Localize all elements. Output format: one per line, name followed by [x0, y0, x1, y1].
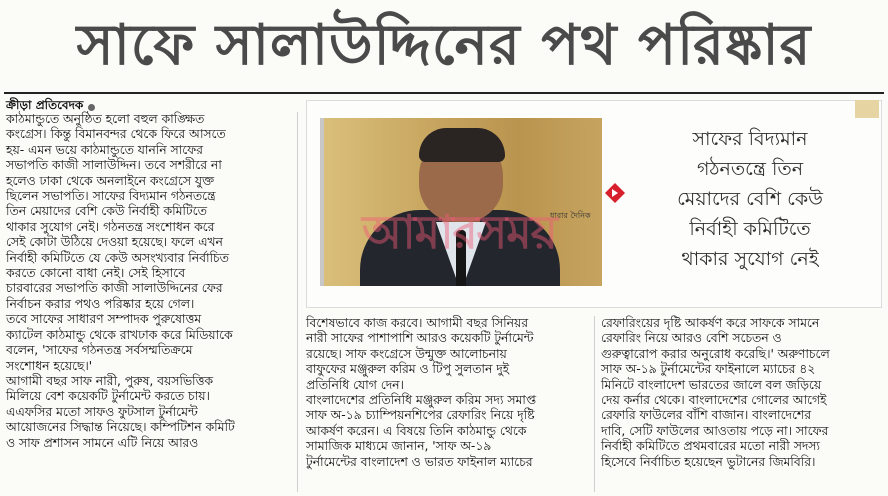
pull-quote-line: থাকার সুযোগ নেই	[681, 248, 819, 270]
text-line: সভাপতি কাজী সালাউদ্দিন। তবে সশরীরে না	[6, 158, 222, 173]
text-line: মিনিটে বাংলাদেশ ভারতের জালে বল জড়িয়ে	[601, 377, 822, 392]
text-line: রেফারিংয়ের দৃষ্টি আকর্ষণ করে সাফকে সামনে	[601, 316, 820, 330]
article-column-2	[306, 316, 588, 470]
text-line: আয়োজনের সিদ্ধান্ত নিয়েছে। কম্পিটিশন কমিটি	[6, 420, 235, 435]
pull-quote-line: সাফের বিদ্যমান	[692, 128, 808, 150]
pull-quote	[630, 124, 870, 274]
photo-credit: ধারার দৈনিক	[550, 211, 591, 220]
text-line: এএফসির মতো সাফও ফুটসাল টুর্নামেন্ট	[6, 404, 198, 419]
text-line: মিলিয়ে বেশ কয়েকটি টুর্নামেন্ট করতে চায়।	[6, 389, 210, 404]
text-line: সেই কোটা উঠিয়ে দেওয়া হয়েছে। ফলে এখন	[6, 235, 223, 250]
text-line: নির্বাহী কমিটিতে প্রথমবারের মতো নারী সদস্য	[601, 439, 820, 454]
text-line: হয়- এমন ভয়ে কাঠমান্ডুতে যাননি সাফের	[6, 142, 203, 157]
diamond-arrow-icon	[604, 182, 626, 204]
text-line: নির্বাচন করার পথও পরিষ্কার হয়ে গেল।	[6, 296, 195, 311]
text-line: তবে সাফের সাধারণ সম্পাদক পুরুষোত্তম	[6, 312, 202, 327]
text-line: সামাজিক মাধ্যমে জানান, 'সাফ অ-১৯	[306, 439, 492, 454]
text-line: বাংলাদেশের প্রতিনিধি মঞ্জুরুল করিম সদ্য সমাপ্ত	[306, 393, 536, 408]
text-line: দাবি, সেটি ফাউলের আওতায় পড়ে না। সাফের	[601, 423, 829, 438]
text-line: সংশোধন হয়েছে।'	[6, 358, 93, 373]
text-line: প্রতিনিধি যোগ দেন।	[306, 377, 404, 392]
text-line: রেফারিং নিয়ে আরও বেশি সচেতন ও	[601, 331, 782, 346]
text-line: ছিলেন সভাপতি। সাফের বিদ্যমান গঠনতন্ত্রে	[6, 189, 216, 204]
text-line: চারবারের সভাপতি কাজী সালাউদ্দিনের ফের	[6, 281, 223, 296]
text-line: রেফারি ফাউলের বাঁশি বাজান। বাংলাদেশের	[601, 408, 811, 423]
text-line: আকর্ষণ করেন। এ বিষয়ে তিনি কাঠমান্ডু থেকে	[306, 423, 527, 438]
text-line: হলেও ঢাকা থেকে অনলাইনে কংগ্রেসে যুক্ত	[6, 173, 214, 188]
headline-rule	[4, 92, 884, 94]
text-line: করতে কোনো বাধা নেই। সেই হিসাবে	[6, 266, 186, 281]
text-line: কংগ্রেস। কিন্তু বিমানবন্দর থেকে ফিরে আসতে	[6, 127, 226, 142]
photo-hair	[419, 128, 505, 162]
text-line: গুরুত্বারোপ করার অনুরোধ করেছি।' অরুণাচলে	[601, 346, 830, 361]
pull-quote-line: গঠনতন্ত্রে তিন	[696, 158, 804, 180]
column-divider	[297, 112, 298, 492]
text-line: আগামী বছর সাফ নারী, পুরুষ, বয়সভিত্তিক	[6, 373, 213, 388]
text-line: নির্বাহী কমিটিতে যে কেউ অসংখ্যবার নির্বাচিত	[6, 250, 229, 265]
headline: সাফে সালাউদ্দিনের পথ পরিষ্কার	[76, 13, 812, 78]
text-line: তিন মেয়াদের বেশি কেউ নির্বাহী কমিটিতে	[6, 204, 207, 219]
text-line: কাঠমান্ডুতে অনুষ্ঠিত হলো বহুল কাঙ্ক্ষিত	[6, 112, 205, 126]
text-line: দেয় কর্নার থেকে। বাংলাদেশের গোলের আগেই	[601, 393, 827, 408]
text-line: বিশেষভাবে কাজ করবে। আগামী বছর সিনিয়র	[306, 316, 529, 330]
text-line: ক্যাটেল কাঠমান্ডু থেকে রাখঢাক করে মিডিয়াকে	[6, 327, 233, 342]
text-line: হিসেবে নির্বাচিত হয়েছেন ভুটানের জিমবিরি।	[601, 454, 816, 469]
pull-quote-line: মেয়াদের বেশি কেউ	[677, 188, 823, 210]
watermark-logo: আমারসময়	[362, 205, 557, 259]
article-column-1	[6, 112, 289, 451]
text-line: সাফ অ-১৯ টুর্নামেন্টের ফাইনালে ম্যাচের ৪২	[601, 362, 816, 377]
text-line: টুর্নামেন্টের বাংলাদেশ ও ভারত ফাইনাল ম্যাচের	[306, 454, 533, 469]
column-divider	[594, 316, 595, 492]
byline-text: ক্রীড়া প্রতিবেদক	[6, 98, 84, 112]
text-line: ও সাফ প্রশাসন সামনে এটি নিয়ে আরও	[6, 435, 199, 450]
text-line: রয়েছে। সাফ কংগ্রেসে উন্মুক্ত আলোচনায়	[306, 346, 507, 361]
text-line: বাফুফের মঞ্জুরুল করিম ও টিপু সুলতান দুই	[306, 362, 510, 377]
accent-block	[855, 100, 879, 118]
article-column-3	[601, 316, 883, 470]
dot-icon	[88, 104, 95, 111]
text-line: থাকার সুযোগ নেই। গঠনতন্ত্র সংশোধন করে	[6, 219, 215, 234]
text-line: নারী সাফের পাশাপাশি আরও কয়েকটি টুর্নামেন্ট	[306, 331, 534, 346]
pull-quote-line: নির্বাহী কমিটিতে	[689, 218, 811, 240]
text-line: সাফ অ-১৯ চ্যাম্পিয়নশিপের রেফারিং নিয়ে দৃষ্টি	[306, 408, 535, 423]
text-line: বলেন, 'সাফের গঠনতন্ত্র সর্বসম্মতিক্রমে	[6, 343, 193, 358]
